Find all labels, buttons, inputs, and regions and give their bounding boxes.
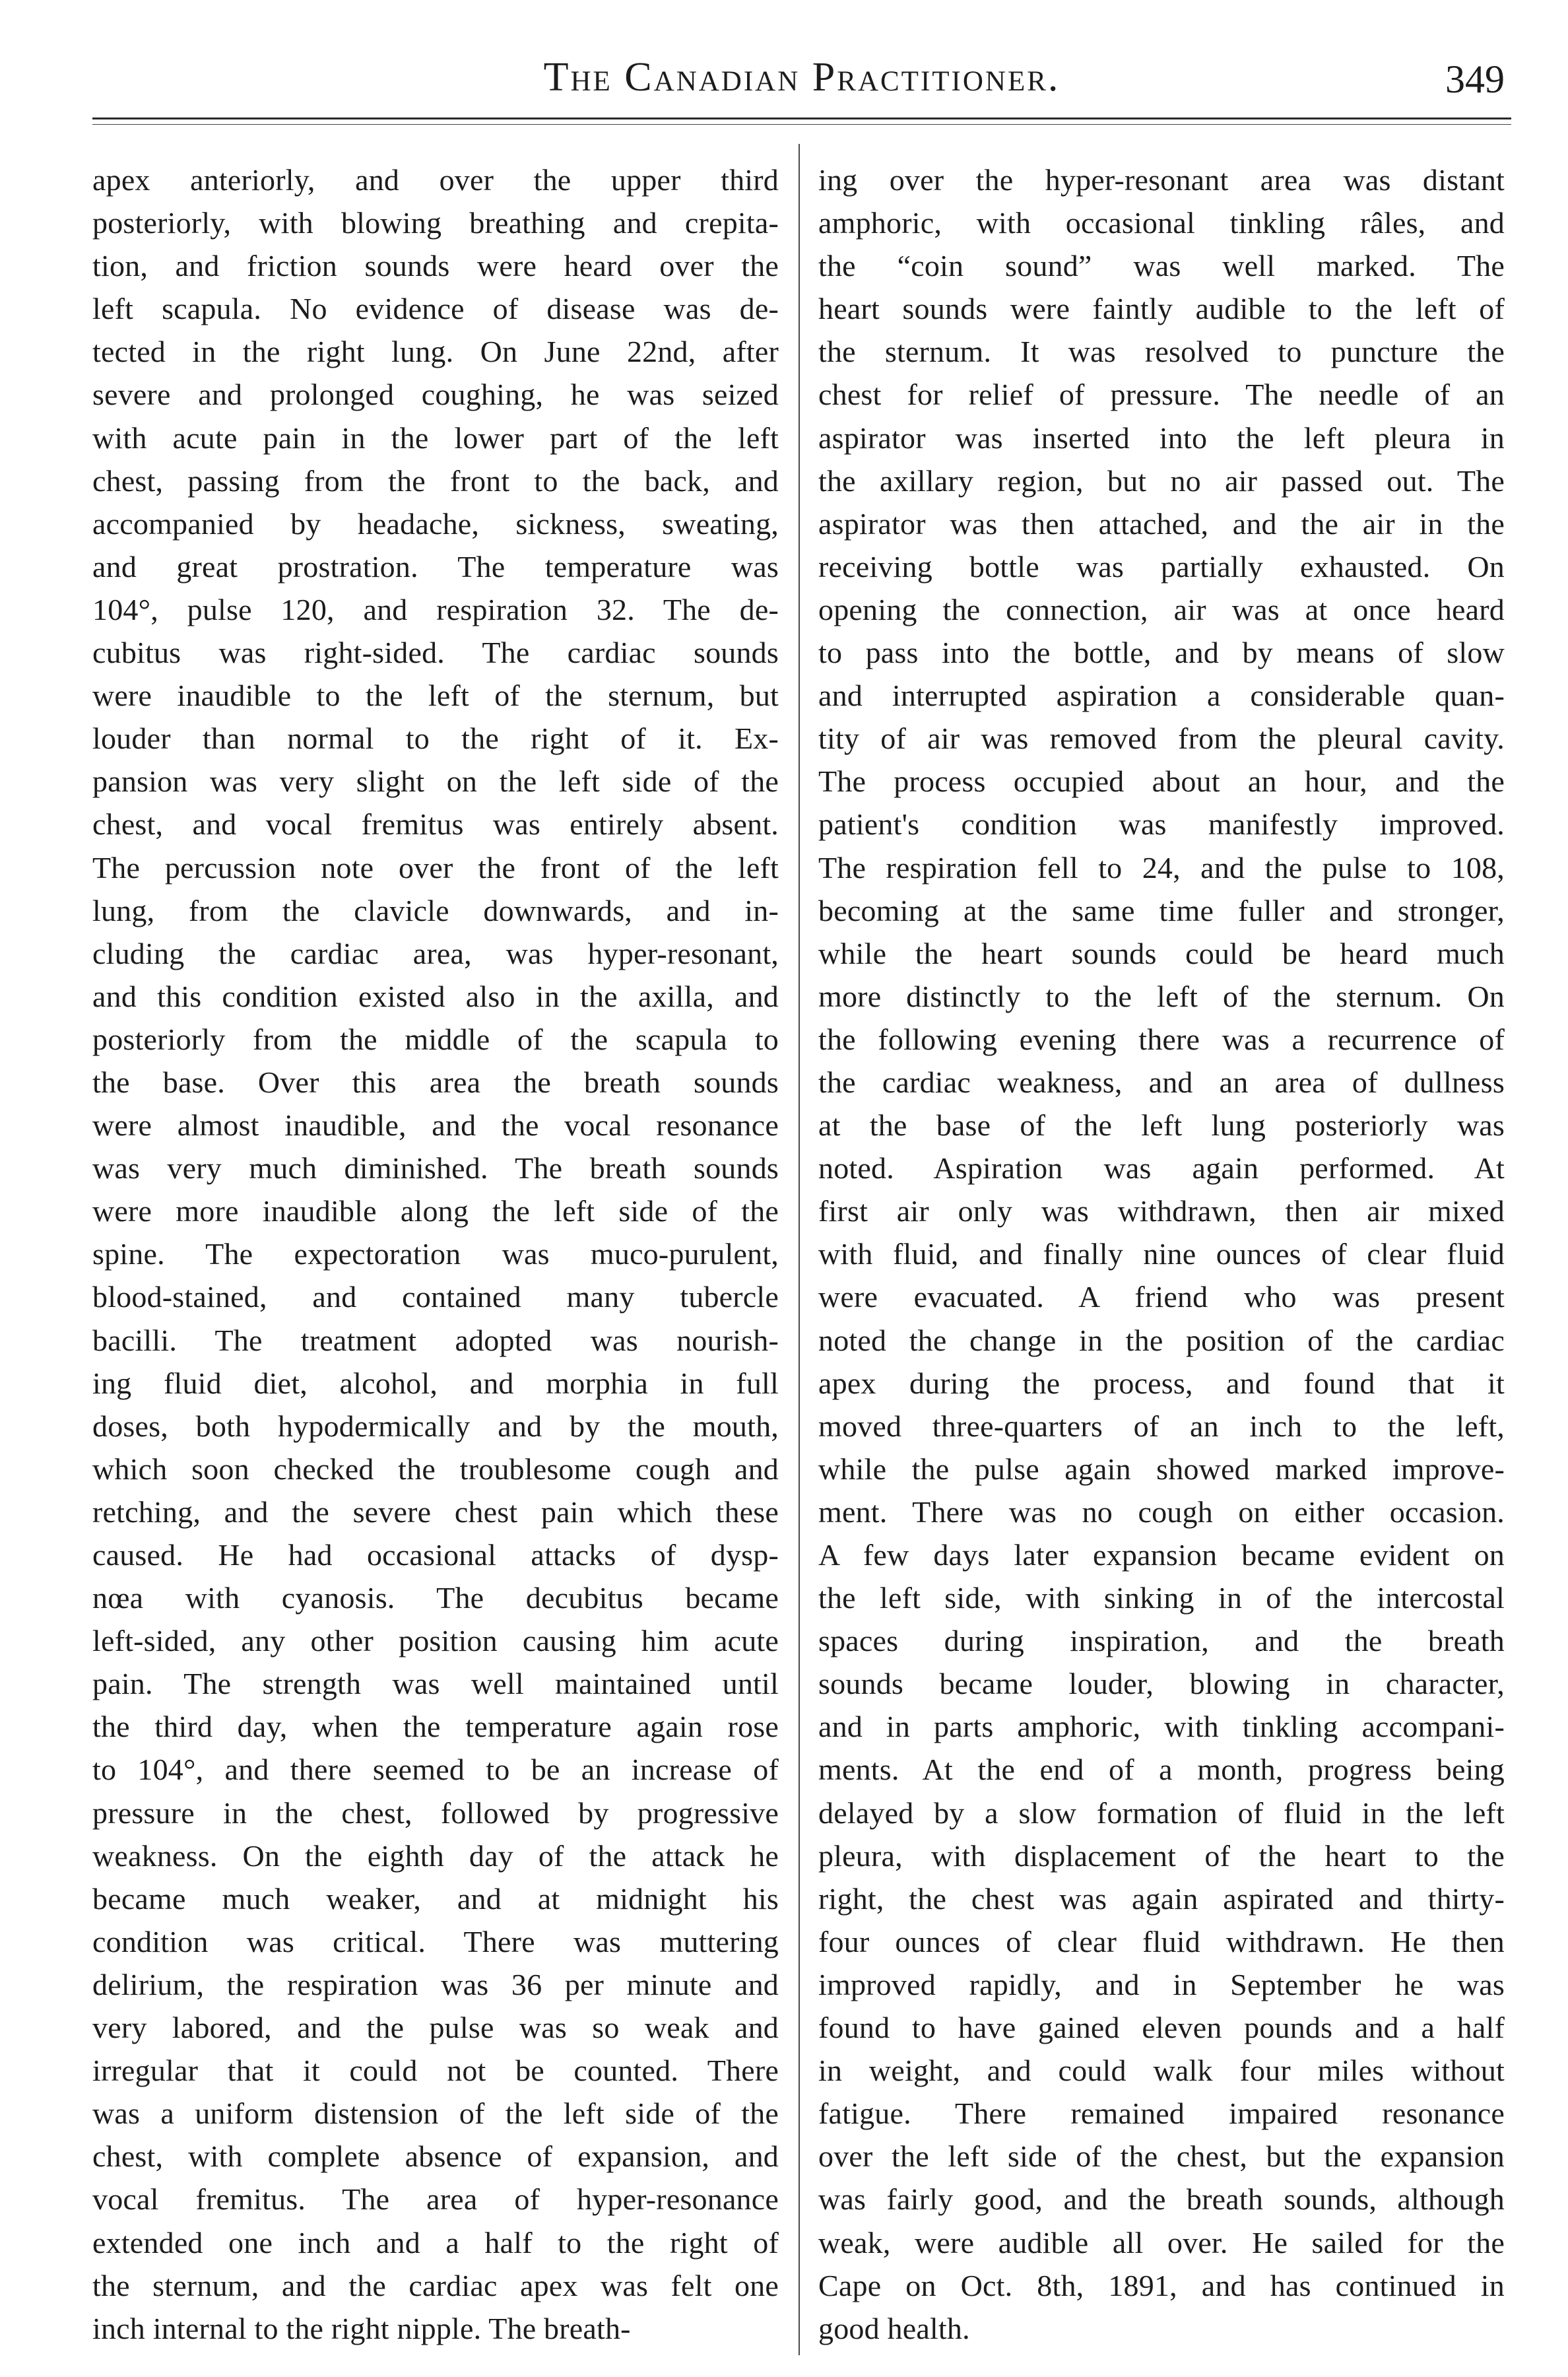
text-line: chest, passing from the front to the back, and — [92, 463, 779, 498]
text-line: amphoric, with occasional tinkling râles, and — [818, 206, 1505, 240]
text-line: delayed by a slow formation of fluid in the left — [818, 1795, 1505, 1830]
text-line: while the heart sounds could be heard much — [818, 936, 1505, 970]
text-line: heart sounds were faintly audible to the left of — [818, 292, 1505, 326]
text-line: ment. There was no cough on either occasion. — [818, 1494, 1505, 1529]
text-line: The percussion note over the front of the left — [92, 850, 779, 885]
text-line: aspirator was then attached, and the air in the — [818, 506, 1505, 541]
text-line: was a uniform distension of the left side of the — [92, 2096, 779, 2131]
text-line: to pass into the bottle, and by means of slow — [818, 636, 1505, 670]
text-line: very labored, and the pulse was so weak and — [92, 2011, 779, 2045]
text-line: blood-stained, and contained many tubercle — [92, 1280, 779, 1314]
text-line: tion, and friction sounds were heard over the — [92, 249, 779, 283]
text-line: over the left side of the chest, but the expansion — [818, 2139, 1505, 2174]
text-line: cubitus was right-sided. The cardiac sounds — [92, 636, 779, 670]
text-line: posteriorly from the middle of the scapula to — [92, 1022, 779, 1056]
text-line: doses, both hypodermically and by the mouth, — [92, 1409, 779, 1443]
text-line: with acute pain in the lower part of the left — [92, 420, 779, 455]
text-line: and in parts amphoric, with tinkling accompani- — [818, 1710, 1505, 1744]
text-line: noted the change in the position of the cardiac — [818, 1323, 1505, 1357]
text-line: improved rapidly, and in September he was — [818, 1967, 1505, 2001]
text-line: fatigue. There remained impaired resonance — [818, 2096, 1505, 2131]
text-line: left-sided, any other position causing him acute — [92, 1624, 779, 1658]
text-line: the cardiac weakness, and an area of dullness — [818, 1065, 1505, 1099]
text-line: irregular that it could not be counted. There — [92, 2054, 779, 2088]
text-line: aspirator was inserted into the left pleura in — [818, 420, 1505, 455]
text-line: becoming at the same time fuller and stronger, — [818, 893, 1505, 927]
text-line: tected in the right lung. On June 22nd, after — [92, 335, 779, 369]
text-line: first air only was withdrawn, then air mixed — [818, 1194, 1505, 1228]
text-line: the sternum. It was resolved to puncture the — [818, 335, 1505, 369]
text-line: apex anteriorly, and over the upper third — [92, 163, 779, 197]
text-line: the sternum, and the cardiac apex was felt one — [92, 2268, 779, 2302]
column-divider — [799, 144, 800, 2355]
text-line: found to have gained eleven pounds and a half — [818, 2011, 1505, 2045]
text-line: pressure in the chest, followed by progressive — [92, 1795, 779, 1830]
text-line: the “coin sound” was well marked. The — [818, 249, 1505, 283]
text-line: good health. — [818, 2311, 970, 2345]
text-line: four ounces of clear fluid withdrawn. He then — [818, 1924, 1505, 1959]
right-column — [818, 158, 1505, 2357]
text-line: right, the chest was again aspirated and thirty- — [818, 1881, 1505, 1916]
text-line: more distinctly to the left of the sternum. On — [818, 979, 1505, 1013]
text-line: 104°, pulse 120, and respiration 32. The de- — [92, 592, 779, 626]
text-line: the axillary region, but no air passed out. The — [818, 463, 1505, 498]
running-head — [92, 45, 1511, 117]
text-line: the following evening there was a recurrence of — [818, 1022, 1505, 1056]
text-line: opening the connection, air was at once heard — [818, 592, 1505, 626]
text-line: chest, and vocal fremitus was entirely absent. — [92, 807, 779, 842]
text-line: became much weaker, and at midnight his — [92, 1881, 779, 1916]
journal-title: The Canadian Practitioner. — [543, 55, 1061, 100]
text-line: weakness. On the eighth day of the attack he — [92, 1838, 779, 1873]
text-line: retching, and the severe chest pain which these — [92, 1494, 779, 1529]
text-line: bacilli. The treatment adopted was nourish- — [92, 1323, 779, 1357]
text-line: ing over the hyper-resonant area was distant — [818, 163, 1505, 197]
text-line: inch internal to the right nipple. The breath- — [92, 2311, 631, 2345]
text-line: The respiration fell to 24, and the pulse to 108, — [818, 850, 1505, 885]
text-line: at the base of the left lung posteriorly was — [818, 1108, 1505, 1143]
text-line: vocal fremitus. The area of hyper-resonance — [92, 2182, 779, 2217]
text-line: were more inaudible along the left side of the — [92, 1194, 779, 1228]
text-line: were inaudible to the left of the sternum, but — [92, 679, 779, 713]
text-line: the third day, when the temperature again rose — [92, 1710, 779, 1744]
text-line: The process occupied about an hour, and the — [818, 764, 1505, 799]
text-line: in weight, and could walk four miles without — [818, 2054, 1505, 2088]
text-line: were evacuated. A friend who was present — [818, 1280, 1505, 1314]
text-line: severe and prolonged coughing, he was seized — [92, 378, 779, 412]
text-line: caused. He had occasional attacks of dysp- — [92, 1538, 779, 1572]
left-column — [92, 158, 779, 2357]
text-line: chest, with complete absence of expansion, and — [92, 2139, 779, 2174]
text-line: pain. The strength was well maintained until — [92, 1667, 779, 1701]
text-line: were almost inaudible, and the vocal resonance — [92, 1108, 779, 1143]
text-line: while the pulse again showed marked improve- — [818, 1452, 1505, 1486]
header-rule — [92, 117, 1511, 119]
text-line: spine. The expectoration was muco-purulent, — [92, 1237, 779, 1271]
text-line: receiving bottle was partially exhausted. On — [818, 549, 1505, 584]
text-line: chest for relief of pressure. The needle of an — [818, 378, 1505, 412]
text-line: tity of air was removed from the pleural cavity. — [818, 721, 1505, 756]
text-line: pansion was very slight on the left side of the — [92, 764, 779, 799]
text-line: A few days later expansion became evident on — [818, 1538, 1505, 1572]
text-line: extended one inch and a half to the right of — [92, 2225, 779, 2260]
text-line: and great prostration. The temperature was — [92, 549, 779, 584]
text-line: condition was critical. There was muttering — [92, 1924, 779, 1959]
text-line: apex during the process, and found that it — [818, 1366, 1505, 1400]
text-line: the base. Over this area the breath sounds — [92, 1065, 779, 1099]
text-line: pleura, with displacement of the heart to the — [818, 1838, 1505, 1873]
text-line: louder than normal to the right of it. Ex- — [92, 721, 779, 756]
page-number: 349 — [1445, 57, 1505, 101]
text-line: was fairly good, and the breath sounds, although — [818, 2182, 1505, 2217]
text-line: cluding the cardiac area, was hyper-resonant, — [92, 936, 779, 970]
text-line: left scapula. No evidence of disease was de- — [92, 292, 779, 326]
text-line: Cape on Oct. 8th, 1891, and has continued in — [818, 2268, 1505, 2302]
text-line: weak, were audible all over. He sailed for the — [818, 2225, 1505, 2260]
text-line: sounds became louder, blowing in character, — [818, 1667, 1505, 1701]
text-line: moved three-quarters of an inch to the left, — [818, 1409, 1505, 1443]
text-line: posteriorly, with blowing breathing and crepita- — [92, 206, 779, 240]
text-line: noted. Aspiration was again performed. At — [818, 1151, 1505, 1186]
header-rule-thin — [92, 124, 1511, 125]
text-line: nœa with cyanosis. The decubitus became — [92, 1581, 779, 1615]
text-line: ments. At the end of a month, progress being — [818, 1753, 1505, 1787]
text-line: and interrupted aspiration a considerable quan- — [818, 679, 1505, 713]
text-line: lung, from the clavicle downwards, and in- — [92, 893, 779, 927]
text-line: and this condition existed also in the axilla, and — [92, 979, 779, 1013]
text-line: accompanied by headache, sickness, sweating, — [92, 506, 779, 541]
text-line: delirium, the respiration was 36 per minute and — [92, 1967, 779, 2001]
text-line: patient's condition was manifestly improved. — [818, 807, 1505, 842]
text-line: with fluid, and finally nine ounces of clear fluid — [818, 1237, 1505, 1271]
text-line: was very much diminished. The breath sounds — [92, 1151, 779, 1186]
text-line: which soon checked the troublesome cough and — [92, 1452, 779, 1486]
text-line: spaces during inspiration, and the breath — [818, 1624, 1505, 1658]
text-line: the left side, with sinking in of the intercostal — [818, 1581, 1505, 1615]
text-line: ing fluid diet, alcohol, and morphia in full — [92, 1366, 779, 1400]
text-line: to 104°, and there seemed to be an increase of — [92, 1753, 779, 1787]
